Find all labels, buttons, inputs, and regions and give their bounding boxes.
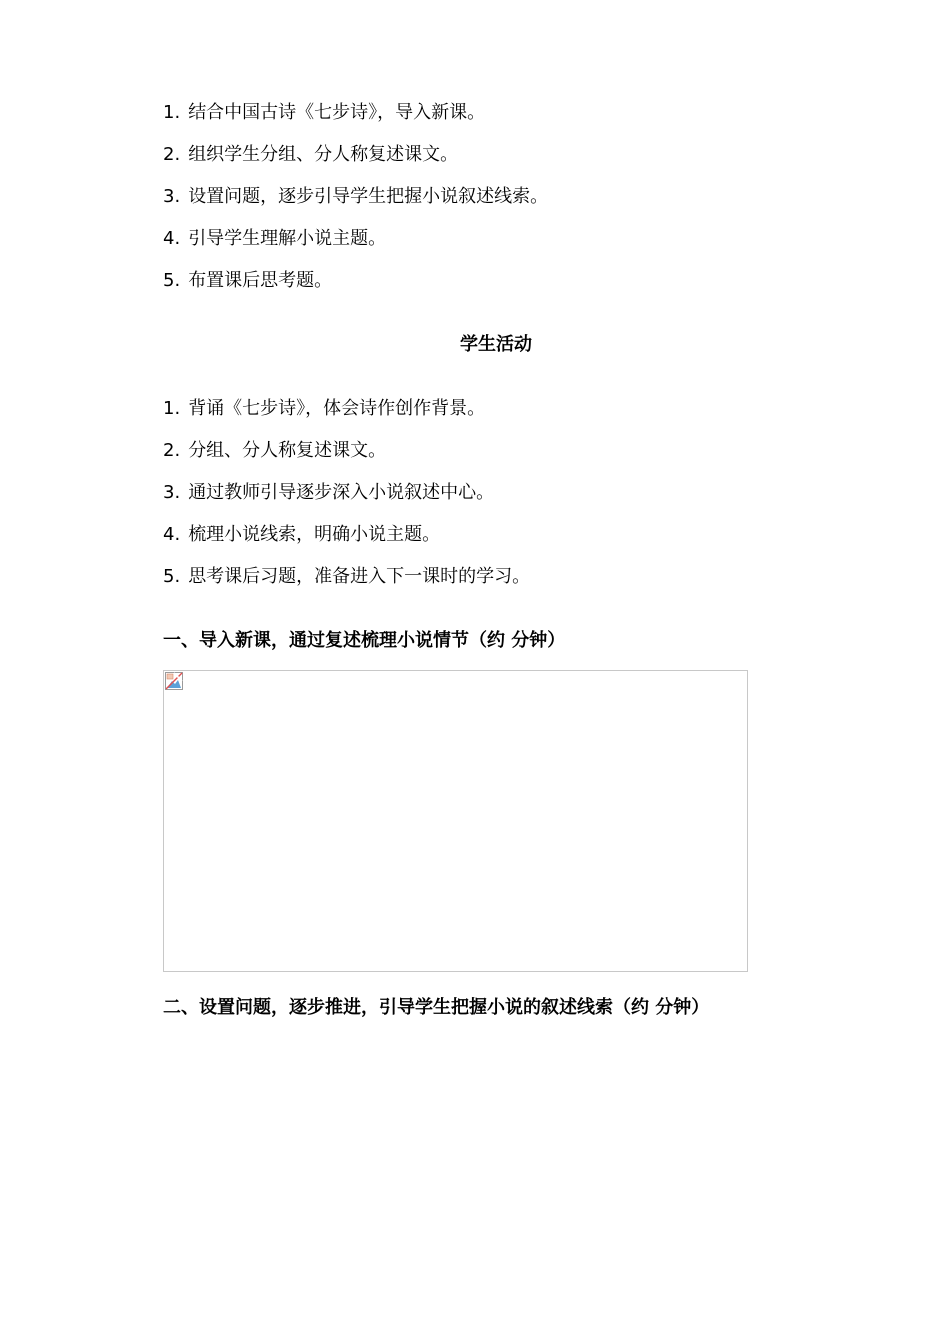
- item-number: 4.: [163, 228, 181, 249]
- student-activities-heading: 学生活动: [460, 334, 532, 355]
- list-item: [163, 142, 548, 184]
- item-number: 2.: [163, 144, 181, 165]
- item-text: 通过教师引导逐步深入小说叙述中心。: [188, 482, 495, 503]
- item-text: 结合中国古诗《七步诗》，导入新课。: [188, 102, 486, 123]
- item-text: 设置问题，逐步引导学生把握小说叙述线索。: [188, 186, 549, 207]
- list-item: [163, 184, 548, 226]
- list-item: [163, 396, 530, 438]
- student-activity-list: [163, 396, 530, 606]
- item-number: 5.: [163, 566, 181, 587]
- item-text: 分组、分人称复述课文。: [188, 440, 387, 461]
- item-text: 组织学生分组、分人称复述课文。: [188, 144, 459, 165]
- item-text: 引导学生理解小说主题。: [188, 228, 387, 249]
- list-item: [163, 100, 548, 142]
- list-item: [163, 522, 530, 564]
- item-number: 2.: [163, 440, 181, 461]
- item-number: 3.: [163, 186, 181, 207]
- list-item: [163, 268, 548, 310]
- item-number: 4.: [163, 524, 181, 545]
- list-item: [163, 438, 530, 480]
- step-one-heading: 一、导入新课，通过复述梳理小说情节（约 分钟）: [163, 630, 566, 651]
- step-two-heading: 二、设置问题，逐步推进，引导学生把握小说的叙述线索（约 分钟）: [163, 997, 710, 1018]
- item-number: 1.: [163, 398, 181, 419]
- item-text: 背诵《七步诗》，体会诗作创作背景。: [188, 398, 486, 419]
- item-text: 布置课后思考题。: [188, 270, 333, 291]
- item-number: 1.: [163, 102, 181, 123]
- teacher-activity-list: [163, 100, 548, 310]
- list-item: [163, 480, 530, 522]
- broken-image-icon: [165, 672, 183, 690]
- image-placeholder: [163, 670, 748, 972]
- list-item: [163, 564, 530, 606]
- item-number: 5.: [163, 270, 181, 291]
- item-text: 梳理小说线索，明确小说主题。: [188, 524, 441, 545]
- list-item: [163, 226, 548, 268]
- item-number: 3.: [163, 482, 181, 503]
- item-text: 思考课后习题，准备进入下一课时的学习。: [188, 566, 531, 587]
